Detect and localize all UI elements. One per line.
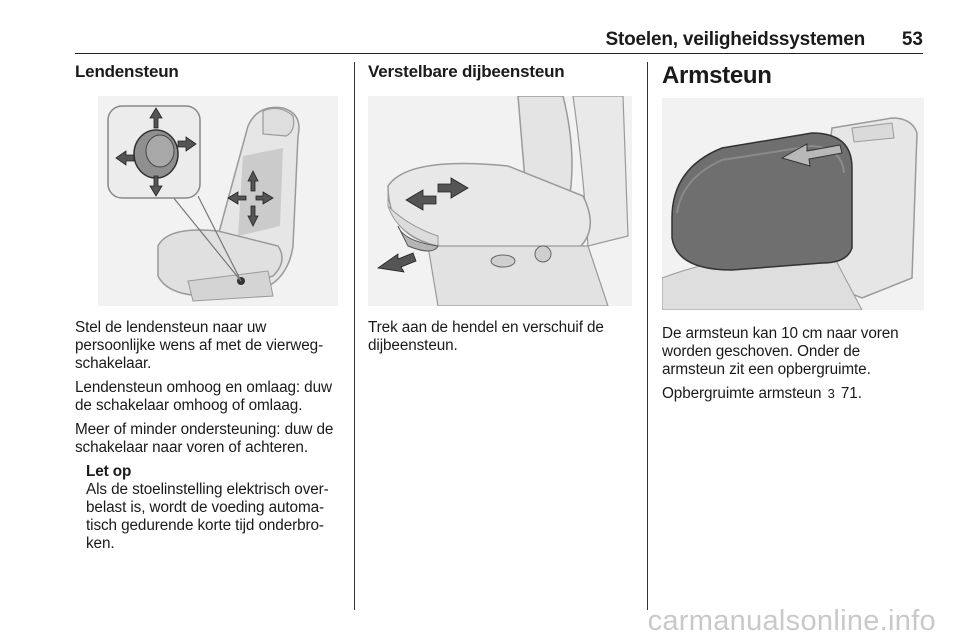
column-thigh-support — [368, 62, 636, 82]
note-title: Let op — [86, 463, 132, 480]
note-box — [86, 463, 345, 553]
column-lumbar-support — [75, 62, 343, 82]
column-divider — [354, 62, 355, 610]
page-header — [75, 27, 923, 54]
lumbar-seat-figure — [98, 96, 338, 306]
cross-reference — [662, 385, 926, 403]
paragraph: De armsteun kan 10 cm naar voren worden geschoven. Onder de armsteun zit een opbergruimte. — [662, 325, 899, 378]
note-body: Als de stoelinstelling elektrisch over-belast is, wordt de voeding automa-tisch gedurende korte tijd onderbro-ken. — [86, 481, 329, 552]
armrest-text — [662, 325, 926, 409]
armrest-figure — [662, 98, 924, 310]
xref-page[interactable]: 71. — [840, 385, 862, 402]
running-title: Stoelen, veiligheidssystemen — [605, 29, 865, 50]
paragraph: Trek aan de hendel en verschuif de dijbeensteun. — [368, 319, 604, 354]
page-number: 53 — [901, 29, 923, 50]
watermark: carmanualsonline.info — [647, 605, 936, 637]
section-heading: Armsteun — [662, 62, 772, 89]
paragraph: Stel de lendensteun naar uw persoonlijke wens af met de vierweg-schakelaar. — [75, 319, 324, 372]
page-reference-icon: 3 — [827, 386, 835, 401]
xref-text: Opbergruimte armsteun — [662, 385, 822, 402]
thigh-support-figure — [368, 96, 632, 306]
section-heading: Lendensteun — [75, 62, 179, 81]
section-heading: Verstelbare dijbeensteun — [368, 62, 565, 81]
paragraph: Meer of minder ondersteuning: duw de schakelaar naar voren of achteren. — [75, 421, 334, 456]
column-armrest — [662, 62, 924, 90]
thigh-support-text — [368, 319, 636, 361]
column-divider — [647, 62, 648, 610]
lumbar-text — [75, 319, 345, 553]
paragraph: Lendensteun omhoog en omlaag: duw de schakelaar omhoog of omlaag. — [75, 379, 332, 414]
